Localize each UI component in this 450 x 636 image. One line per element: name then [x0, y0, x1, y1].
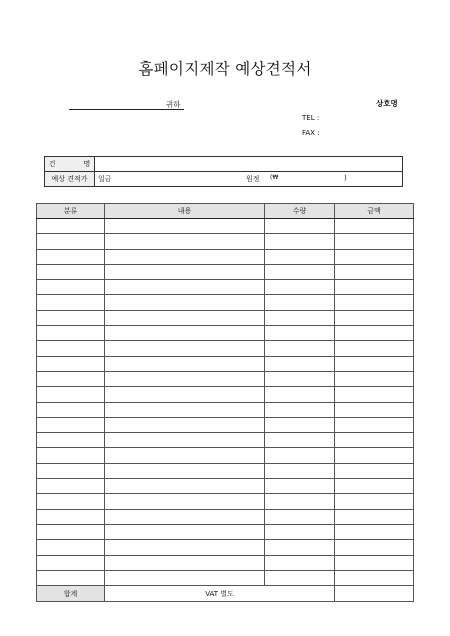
cell-quantity[interactable] — [265, 570, 335, 585]
cell-quantity[interactable] — [265, 295, 335, 310]
cell-amount[interactable] — [335, 555, 414, 570]
table-row — [37, 249, 414, 264]
table-row — [37, 295, 414, 310]
cell-content[interactable] — [105, 387, 265, 402]
cell-content[interactable] — [105, 356, 265, 371]
cell-amount[interactable] — [335, 448, 414, 463]
cell-quantity[interactable] — [265, 249, 335, 264]
cell-category[interactable] — [37, 310, 105, 325]
table-row — [37, 555, 414, 570]
cell-category[interactable] — [37, 249, 105, 264]
cell-amount[interactable] — [335, 219, 414, 234]
cell-category[interactable] — [37, 570, 105, 585]
cell-quantity[interactable] — [265, 402, 335, 417]
cell-content[interactable] — [105, 417, 265, 432]
cell-content[interactable] — [105, 524, 265, 539]
table-row — [37, 524, 414, 539]
table-row — [37, 310, 414, 325]
cell-amount[interactable] — [335, 463, 414, 478]
items-header-row — [37, 204, 414, 219]
cell-quantity[interactable] — [265, 219, 335, 234]
recipient-label: 귀하 — [166, 100, 181, 109]
cell-content[interactable] — [105, 494, 265, 509]
cell-quantity[interactable] — [265, 356, 335, 371]
estimate-label: 예상 견적가 — [45, 172, 95, 187]
header-category: 분류 — [37, 204, 105, 219]
table-row — [37, 417, 414, 432]
cell-amount[interactable] — [335, 356, 414, 371]
cell-category[interactable] — [37, 371, 105, 386]
cell-category[interactable] — [37, 234, 105, 249]
cell-content[interactable] — [105, 234, 265, 249]
table-row — [37, 280, 414, 295]
info-table — [44, 156, 403, 187]
table-row — [37, 494, 414, 509]
cell-quantity[interactable] — [265, 234, 335, 249]
header-quantity: 수량 — [265, 204, 335, 219]
cell-category[interactable] — [37, 402, 105, 417]
cell-category[interactable] — [37, 555, 105, 570]
header-content: 내용 — [105, 204, 265, 219]
amount-prefix: 일금 — [98, 175, 112, 183]
total-label: 합계 — [37, 586, 105, 602]
table-row — [37, 570, 414, 585]
total-amount[interactable] — [335, 586, 414, 602]
cell-category[interactable] — [37, 326, 105, 341]
table-row — [37, 234, 414, 249]
name-value[interactable] — [95, 157, 403, 172]
table-row — [37, 326, 414, 341]
cell-content[interactable] — [105, 433, 265, 448]
cell-content[interactable] — [105, 540, 265, 555]
cell-amount[interactable] — [335, 341, 414, 356]
cell-quantity[interactable] — [265, 494, 335, 509]
cell-content[interactable] — [105, 463, 265, 478]
info-row-estimate — [45, 172, 403, 187]
cell-amount[interactable] — [335, 433, 414, 448]
cell-amount[interactable] — [335, 310, 414, 325]
cell-quantity[interactable] — [265, 326, 335, 341]
cell-amount[interactable] — [335, 326, 414, 341]
cell-amount[interactable] — [335, 479, 414, 494]
items-body — [37, 219, 414, 586]
cell-category[interactable] — [37, 341, 105, 356]
cell-quantity[interactable] — [265, 264, 335, 279]
info-row-name — [45, 157, 403, 172]
vat-label: VAT 별도 — [105, 586, 335, 602]
estimate-value[interactable] — [95, 172, 403, 187]
cell-quantity[interactable] — [265, 371, 335, 386]
cell-quantity[interactable] — [265, 310, 335, 325]
cell-amount[interactable] — [335, 371, 414, 386]
cell-content[interactable] — [105, 371, 265, 386]
table-row — [37, 219, 414, 234]
cell-quantity[interactable] — [265, 341, 335, 356]
tel-label: TEL : — [302, 114, 320, 122]
cell-amount[interactable] — [335, 249, 414, 264]
table-row — [37, 479, 414, 494]
cell-content[interactable] — [105, 402, 265, 417]
cell-amount[interactable] — [335, 295, 414, 310]
table-row — [37, 509, 414, 524]
cell-category[interactable] — [37, 433, 105, 448]
amount-paren-open: (₩ — [270, 174, 279, 181]
cell-quantity[interactable] — [265, 555, 335, 570]
table-row — [37, 387, 414, 402]
cell-amount[interactable] — [335, 280, 414, 295]
fax-label: FAX : — [302, 129, 320, 137]
cell-category[interactable] — [37, 264, 105, 279]
cell-quantity[interactable] — [265, 280, 335, 295]
cell-amount[interactable] — [335, 494, 414, 509]
cell-amount[interactable] — [335, 264, 414, 279]
cell-category[interactable] — [37, 509, 105, 524]
cell-content[interactable] — [105, 295, 265, 310]
cell-category[interactable] — [37, 540, 105, 555]
cell-amount[interactable] — [335, 417, 414, 432]
cell-quantity[interactable] — [265, 463, 335, 478]
header-amount: 금액 — [335, 204, 414, 219]
cell-category[interactable] — [37, 479, 105, 494]
cell-category[interactable] — [37, 280, 105, 295]
cell-quantity[interactable] — [265, 479, 335, 494]
cell-content[interactable] — [105, 219, 265, 234]
cell-category[interactable] — [37, 387, 105, 402]
table-row — [37, 540, 414, 555]
total-row — [37, 586, 414, 602]
cell-content[interactable] — [105, 555, 265, 570]
company-label: 상호명 — [376, 99, 398, 108]
cell-content[interactable] — [105, 570, 265, 585]
cell-category[interactable] — [37, 356, 105, 371]
cell-quantity[interactable] — [265, 540, 335, 555]
cell-quantity[interactable] — [265, 509, 335, 524]
cell-quantity[interactable] — [265, 433, 335, 448]
cell-category[interactable] — [37, 524, 105, 539]
cell-amount[interactable] — [335, 524, 414, 539]
cell-category[interactable] — [37, 417, 105, 432]
page-title: 홈페이지제작 예상견적서 — [138, 60, 312, 78]
table-row — [37, 356, 414, 371]
cell-category[interactable] — [37, 494, 105, 509]
cell-quantity[interactable] — [265, 387, 335, 402]
cell-quantity[interactable] — [265, 524, 335, 539]
cell-amount[interactable] — [335, 387, 414, 402]
cell-category[interactable] — [37, 295, 105, 310]
cell-amount[interactable] — [335, 234, 414, 249]
cell-amount[interactable] — [335, 570, 414, 585]
cell-category[interactable] — [37, 463, 105, 478]
table-row — [37, 371, 414, 386]
items-table — [36, 203, 414, 602]
table-row — [37, 433, 414, 448]
cell-quantity[interactable] — [265, 417, 335, 432]
cell-category[interactable] — [37, 448, 105, 463]
cell-content[interactable] — [105, 341, 265, 356]
table-row — [37, 463, 414, 478]
name-label: 건 명 — [45, 157, 95, 172]
cell-content[interactable] — [105, 249, 265, 264]
cell-content[interactable] — [105, 509, 265, 524]
cell-amount[interactable] — [335, 509, 414, 524]
cell-amount[interactable] — [335, 540, 414, 555]
cell-content[interactable] — [105, 280, 265, 295]
table-row — [37, 264, 414, 279]
cell-category[interactable] — [37, 219, 105, 234]
cell-quantity[interactable] — [265, 448, 335, 463]
amount-suffix: 원정 — [246, 175, 260, 183]
cell-amount[interactable] — [335, 402, 414, 417]
table-row — [37, 341, 414, 356]
table-row — [37, 448, 414, 463]
cell-content[interactable] — [105, 448, 265, 463]
cell-content[interactable] — [105, 326, 265, 341]
amount-paren-close: ) — [344, 174, 347, 182]
cell-content[interactable] — [105, 264, 265, 279]
cell-content[interactable] — [105, 479, 265, 494]
cell-content[interactable] — [105, 310, 265, 325]
table-row — [37, 402, 414, 417]
